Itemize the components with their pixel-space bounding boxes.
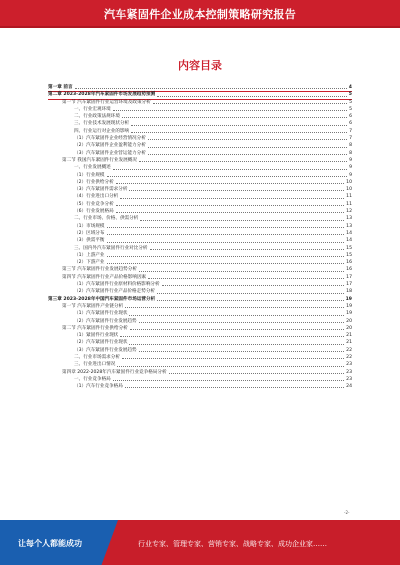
toc-entry-page: 12 (346, 209, 352, 215)
toc-entry-page: 20 (346, 325, 352, 331)
toc-entry[interactable] (48, 193, 352, 200)
table-of-contents (48, 84, 352, 494)
toc-entry-title: （3）汽车紧固件企业营运能力分析 (74, 150, 146, 156)
toc-leader-dots (122, 358, 344, 359)
toc-entry[interactable] (48, 361, 352, 368)
toc-entry-page: 18 (346, 289, 352, 295)
toc-leader-dots (125, 387, 344, 388)
toc-entry[interactable] (48, 135, 352, 142)
toc-leader-dots (139, 271, 344, 272)
toc-entry-page: 21 (346, 340, 352, 346)
toc-entry[interactable] (48, 142, 352, 149)
toc-entry[interactable] (48, 259, 352, 266)
toc-entry-title: 三、国内外汽车紧固件行业对比分析 (74, 245, 148, 251)
toc-entry-title: （1）汽车紧固件企业经营情况分析 (74, 136, 146, 142)
toc-leader-dots (107, 242, 345, 243)
toc-entry[interactable] (48, 179, 352, 186)
toc-leader-dots (148, 154, 347, 155)
toc-entry-page: 8 (349, 150, 352, 156)
toc-entry-page: 6 (349, 114, 352, 120)
toc-entry-page: 10 (346, 179, 352, 185)
toc-entry-page: 17 (346, 282, 352, 288)
toc-entry[interactable] (48, 208, 352, 215)
toc-entry-title: （3）汽车紧固件行业发展趋势 (74, 347, 137, 353)
toc-entry-title: （1）市场规模 (74, 223, 105, 229)
toc-entry[interactable] (48, 237, 352, 244)
toc-entry[interactable] (48, 245, 352, 252)
toc-entry-title: 二、行业市场需求分析 (74, 354, 120, 360)
toc-entry-page: 9 (349, 165, 352, 171)
toc-entry-title: （2）下游产业 (74, 260, 105, 266)
footer-tags: 行业专家、管理专家、营销专家、战略专家、成功企业家…… (138, 540, 327, 548)
toc-leader-dots (140, 220, 344, 221)
toc-entry-title: 第二节 我国汽车紧固件行业发展概况 (62, 157, 137, 163)
toc-entry-page: 11 (346, 194, 352, 200)
toc-leader-dots (157, 96, 347, 97)
toc-entry-title: 第三章 2023-2028年中国汽车紧固件市场运营分析 (48, 296, 156, 302)
toc-entry-page: 10 (346, 187, 352, 193)
toc-entry-page: 14 (346, 238, 352, 244)
toc-entry-page: 13 (346, 223, 352, 229)
toc-entry[interactable] (48, 99, 352, 106)
toc-entry-page: 5 (349, 99, 352, 105)
toc-entry-page: 20 (346, 318, 352, 324)
report-title: 汽车紧固件企业成本控制策略研究报告 (103, 8, 297, 21)
toc-entry-title: 一、行业竞争格局 (74, 376, 111, 382)
toc-entry[interactable] (48, 120, 352, 127)
toc-entry-title: 第一节 汽车紧固件行业运营环境及政策分析 (62, 99, 151, 105)
toc-leader-dots (116, 205, 344, 206)
toc-entry[interactable] (48, 354, 352, 361)
toc-entry[interactable] (48, 106, 352, 113)
toc-entry-page: 23 (346, 369, 352, 375)
toc-leader-dots (116, 183, 344, 184)
toc-entry[interactable] (48, 266, 352, 273)
toc-leader-dots (129, 315, 344, 316)
toc-entry-title: （4）行业进出口分析 (74, 194, 119, 200)
header-stripe (0, 26, 400, 28)
toc-entry-title: 第四节 汽车紧固件行业产品价格影响因素 (62, 274, 147, 280)
toc-leader-dots (117, 366, 344, 367)
toc-entry[interactable] (48, 369, 352, 376)
toc-entry-title: 第三节 汽车紧固件行业发展趋势分析 (62, 267, 137, 273)
page-number: -2- (344, 510, 350, 515)
toc-entry-page: 13 (346, 216, 352, 222)
toc-leader-dots (129, 344, 344, 345)
toc-entry[interactable] (48, 230, 352, 237)
toc-entry-page: 15 (346, 252, 352, 258)
toc-leader-dots (125, 307, 344, 308)
toc-leader-dots (169, 373, 345, 374)
toc-entry-page: 7 (349, 128, 352, 134)
toc-entry-title: 二、行业市场、价格、供需分析 (74, 216, 139, 222)
toc-entry-page: 19 (346, 311, 352, 317)
footer-slogan: 让每个人都能成功 (18, 539, 82, 548)
toc-entry[interactable] (48, 252, 352, 259)
toc-entry[interactable] (48, 172, 352, 179)
toc-entry-page: 23 (346, 362, 352, 368)
toc-entry-page: 19 (345, 296, 352, 302)
toc-entry-page: 7 (349, 136, 352, 142)
toc-leader-dots (139, 322, 344, 323)
toc-leader-dots (107, 263, 345, 264)
toc-entry-title: （2）行业供给分析 (74, 179, 114, 185)
report-header (0, 0, 400, 28)
toc-entry-page: 6 (349, 121, 352, 127)
toc-entry[interactable] (48, 347, 352, 354)
toc-entry-page: 24 (346, 384, 352, 390)
toc-entry-page: 19 (346, 303, 352, 309)
toc-entry-page: 11 (346, 201, 352, 207)
toc-entry[interactable] (48, 296, 352, 303)
toc-entry-page: 8 (349, 143, 352, 149)
toc-entry[interactable] (48, 332, 352, 339)
toc-entry-title: 一、行业发展概述 (74, 165, 111, 171)
toc-entry-title: （2）区域分布 (74, 230, 105, 236)
toc-entry[interactable] (48, 164, 352, 171)
toc-entry-title: 第一节 汽车紧固件产业链分析 (62, 303, 124, 309)
toc-leader-dots (120, 198, 344, 199)
toc-entry-title: （1）汽车行业竞争格局 (74, 384, 123, 390)
toc-entry-title: （2）汽车紧固件行业现状 (74, 340, 128, 346)
toc-entry-title: （2）汽车紧固件行业产品价格走势分析 (74, 289, 156, 295)
toc-leader-dots (148, 278, 344, 279)
toc-entry-title: 第四章 2022-2028年汽车紧固件行业竞争格局分析 (62, 369, 167, 375)
toc-entry[interactable] (48, 215, 352, 222)
toc-entry-title: （6）行业发展格局 (74, 209, 114, 215)
toc-entry[interactable] (48, 150, 352, 157)
toc-leader-dots (157, 300, 343, 301)
toc-leader-dots (162, 285, 345, 286)
toc-entry[interactable] (48, 318, 352, 325)
toc-leader-dots (122, 117, 347, 118)
toc-entry-page: 4 (348, 85, 352, 90)
toc-entry[interactable] (48, 303, 352, 310)
toc-entry-title: （1）紧固件行业现状 (74, 333, 119, 339)
toc-entry[interactable] (48, 128, 352, 135)
toc-entry[interactable] (48, 91, 352, 98)
toc-entry-page: 16 (346, 260, 352, 266)
toc-leader-dots (131, 125, 347, 126)
toc-entry[interactable] (48, 310, 352, 317)
toc-entry-page: 15 (346, 245, 352, 251)
toc-entry-title: 四、行业运行对企业的影响 (74, 128, 130, 134)
toc-entry[interactable] (48, 201, 352, 208)
footer-banner (0, 520, 400, 565)
toc-entry-title: 第一章 前言 (48, 85, 73, 90)
toc-leader-dots (113, 110, 347, 111)
toc-entry[interactable] (48, 383, 352, 390)
toc-leader-dots (130, 329, 344, 330)
toc-entry-page: 9 (349, 157, 352, 163)
toc-entry[interactable] (48, 186, 352, 193)
toc-heading: 内容目录 (178, 59, 222, 72)
toc-entry-title: （1）上游产业 (74, 252, 105, 258)
toc-entry[interactable] (48, 113, 352, 120)
toc-entry-title: （2）汽车紧固件行业发展趋势 (74, 318, 137, 324)
toc-entry-page: 5 (348, 92, 352, 98)
toc-entry-page: 5 (349, 106, 352, 112)
toc-entry-page: 22 (346, 354, 352, 360)
toc-leader-dots (148, 139, 347, 140)
toc-entry[interactable] (48, 84, 352, 91)
toc-entry-title: 一、行业宏观环境 (74, 106, 111, 112)
toc-leader-dots (129, 190, 344, 191)
toc-leader-dots (139, 351, 344, 352)
toc-entry[interactable] (48, 223, 352, 230)
toc-leader-dots (107, 256, 345, 257)
toc-entry-title: （3）供需平衡 (74, 238, 105, 244)
toc-leader-dots (113, 380, 344, 381)
toc-leader-dots (75, 88, 347, 89)
toc-entry-title: 第二章 2023-2028年汽车紧固件市场发展趋势预测 (48, 92, 156, 98)
toc-entry-page: 9 (349, 172, 352, 178)
toc-entry-title: （5）行业竞争分析 (74, 201, 114, 207)
toc-entry-title: 三、行业进出口情况 (74, 362, 116, 368)
toc-leader-dots (139, 161, 347, 162)
toc-leader-dots (153, 103, 347, 104)
toc-entry-title: （1）汽车紧固件行业现状 (74, 311, 128, 317)
toc-entry-title: 第二节 汽车紧固件行业供给分析 (62, 325, 128, 331)
toc-entry-title: （1）行业规模 (74, 172, 105, 178)
toc-entry-title: （1）汽车紧固件行业原材料价格影响分析 (74, 282, 160, 288)
toc-entry[interactable] (48, 339, 352, 346)
toc-entry[interactable] (48, 288, 352, 295)
toc-leader-dots (120, 336, 344, 337)
toc-entry[interactable] (48, 274, 352, 281)
toc-entry-page: 21 (346, 333, 352, 339)
toc-entry[interactable] (48, 376, 352, 383)
toc-leader-dots (131, 132, 347, 133)
toc-entry-page: 16 (346, 267, 352, 273)
toc-entry-page: 23 (346, 376, 352, 382)
toc-leader-dots (107, 227, 345, 228)
toc-entry-title: （3）汽车紧固件需求分析 (74, 187, 128, 193)
toc-leader-dots (113, 169, 347, 170)
toc-entry[interactable] (48, 281, 352, 288)
toc-entry-page: 17 (346, 274, 352, 280)
toc-leader-dots (148, 147, 347, 148)
toc-entry-title: 三、行业技术发展现状分析 (74, 121, 130, 127)
toc-entry-title: 二、行业政策法规环境 (74, 114, 120, 120)
toc-entry-page: 22 (346, 347, 352, 353)
toc-leader-dots (107, 176, 348, 177)
toc-leader-dots (157, 293, 344, 294)
toc-leader-dots (116, 212, 344, 213)
toc-entry-title: （2）汽车紧固件企业盈利能力分析 (74, 143, 146, 149)
toc-entry[interactable] (48, 325, 352, 332)
toc-entry-page: 14 (346, 230, 352, 236)
toc-leader-dots (107, 234, 345, 235)
toc-entry[interactable] (48, 157, 352, 164)
toc-leader-dots (150, 249, 345, 250)
